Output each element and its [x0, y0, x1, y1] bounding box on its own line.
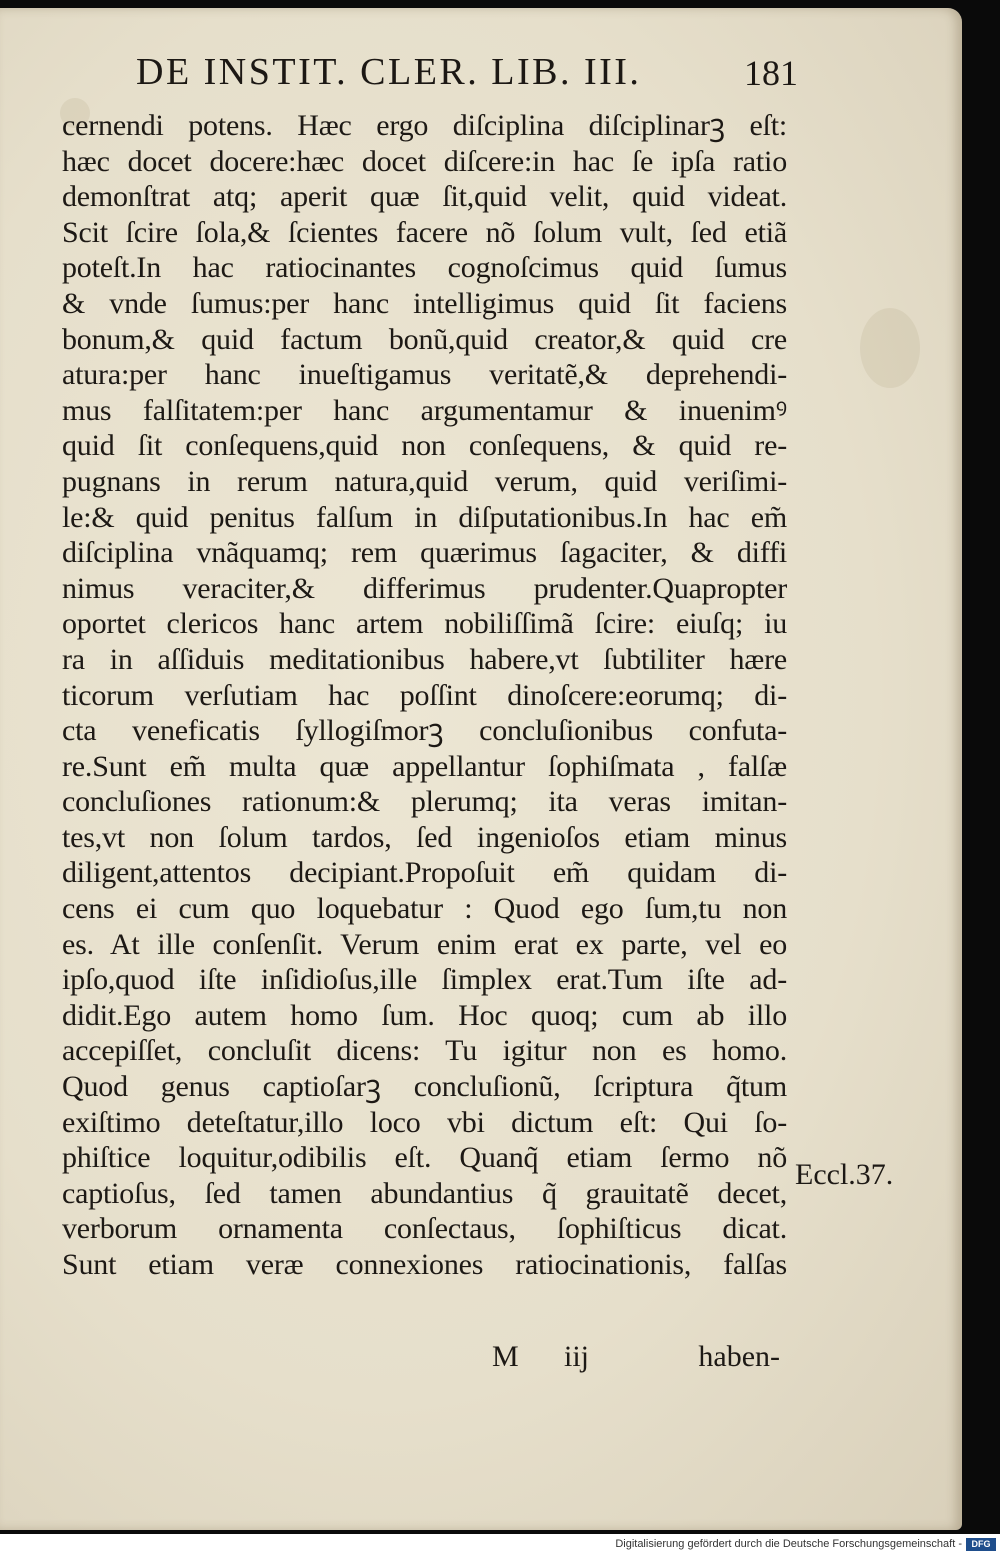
running-head-title: DE INSTIT. CLER. LIB. III.: [136, 51, 642, 93]
page-stain: [860, 308, 920, 388]
text-line: oportet clericos hanc artem nobiliſſimã ſcire: eiuſq; iu: [62, 607, 787, 641]
dfg-logo: DFG: [966, 1538, 996, 1551]
text-line: re.Sunt em̃ multa quæ appellantur ſophiſmata , falſæ: [62, 749, 787, 783]
margin-note: Eccl.37.: [795, 1158, 894, 1191]
text-line: tes,vt non ſolum tardos, ſed ingenioſos etiam minus: [62, 820, 787, 854]
text-line: bonum,& quid factum bonũ,quid creator,& quid cre: [62, 322, 787, 356]
text-line: ra in aſſiduis meditationibus habere,vt ſubtiliter hære: [62, 642, 787, 676]
page-number: 181: [744, 53, 798, 93]
text-line: ipſo,quod iſte inſidioſus,ille ſimplex erat.Tum iſte ad-: [62, 963, 787, 997]
catchword: haben-: [698, 1340, 780, 1373]
text-line: Quod genus captioſarꝫ concluſionũ, ſcriptura q̃tum: [62, 1070, 787, 1104]
text-line: phiſtice loquitur,odibilis eſt. Quanq̃ etiam ſermo nõ: [62, 1141, 787, 1175]
body-text: [62, 108, 787, 1283]
text-line: & vnde ſumus:per hanc intelligimus quid ſit faciens: [62, 286, 787, 320]
text-line: diſciplina vnãquamq; rem quærimus ſagaciter, & diffi: [62, 536, 787, 570]
text-line: quid ſit conſequens,quid non conſequens, & quid re-: [62, 429, 787, 463]
text-line: concluſiones rationum:& plerumq; ita veras imitan-: [62, 785, 787, 819]
text-line: poteſt.In hac ratiocinantes cognoſcimus quid ſumus: [62, 251, 787, 285]
text-line: diligent,attentos decipiant.Propoſuit em̃ quidam di-: [62, 856, 787, 890]
text-line: le:& quid penitus falſum in diſputationibus.In hac em̃: [62, 500, 787, 534]
text-line: mus falſitatem:per hanc argumentamur & inuenimꝰ: [62, 393, 787, 427]
text-line: captioſus, ſed tamen abundantius q̃ grauitatẽ decet,: [62, 1176, 787, 1210]
text-line: pugnans in rerum natura,quid verum, quid veriſimi-: [62, 464, 787, 498]
text-line: atura:per hanc inueſtigamus veritatẽ,& deprehendi-: [62, 358, 787, 392]
text-line: ticorum verſutiam hac poſſint dinoſcere:eorumq; di-: [62, 678, 787, 712]
text-line: es. At ille conſenſit. Verum enim erat ex parte, vel eo: [62, 927, 787, 961]
signature-folio: iij: [564, 1340, 590, 1373]
text-line: hæc docet docere:hæc docet diſcere:in hac ſe ipſa ratio: [62, 144, 787, 178]
signature-line: [490, 1340, 790, 1380]
text-line: cens ei cum quo loquebatur : Quod ego ſum,tu non: [62, 892, 787, 926]
text-line: nimus veraciter,& differimus prudenter.Quapropter: [62, 571, 787, 605]
text-line: accepiſſet, concluſit dicens: Tu igitur non es homo.: [62, 1034, 787, 1068]
footer-bar: [0, 1534, 1000, 1556]
text-line: exiſtimo deteſtatur,illo loco vbi dictum eſt: Qui ſo-: [62, 1105, 787, 1139]
signature-mark: M: [492, 1340, 519, 1373]
text-line: cernendi potens. Hæc ergo diſciplina diſciplinarꝫ eſt:: [62, 109, 787, 142]
text-line: verborum ornamenta conſectaus, ſophiſticus dicat.: [62, 1212, 787, 1246]
text-line: Scit ſcire ſola,& ſcientes facere nõ ſolum vult, ſed etiã: [62, 215, 787, 249]
text-line: demonſtrat atq; aperit quæ ſit,quid velit, quid videat.: [62, 180, 787, 214]
text-line: didit.Ego autem homo ſum. Hoc quoq; cum ab illo: [62, 998, 787, 1032]
text-line: cta veneficatis ſyllogiſmorꝫ concluſionibus confuta-: [62, 714, 787, 748]
text-line: Sunt etiam veræ connexiones ratiocinationis, falſas: [62, 1248, 787, 1281]
footer-credit: Digitalisierung gefördert durch die Deutsche Forschungsgemeinschaft -: [615, 1538, 962, 1550]
running-head: [130, 50, 800, 100]
